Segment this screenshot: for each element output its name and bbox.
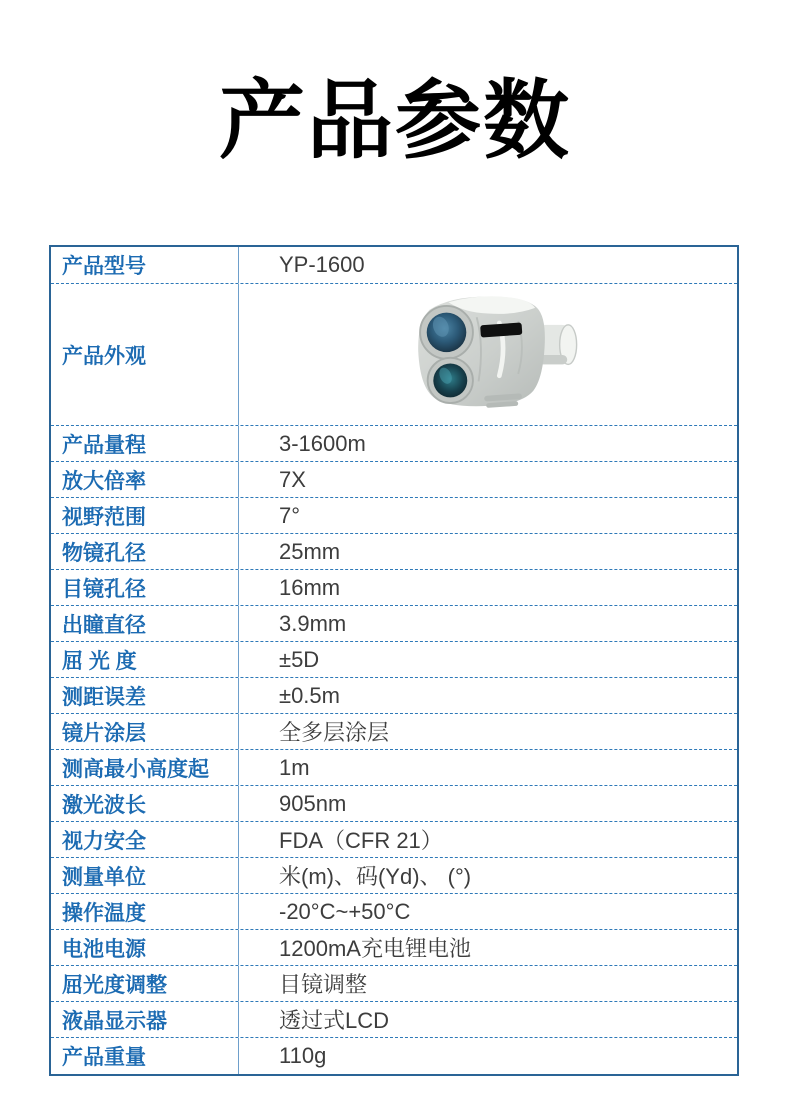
spec-table-body: [51, 247, 737, 1074]
spec-label: 视力安全: [51, 822, 239, 857]
spec-label: 产品量程: [51, 426, 239, 461]
spec-table: [49, 245, 739, 1076]
spec-label: 产品外观: [51, 284, 239, 425]
spec-value: ±5D: [279, 646, 320, 672]
spec-value: 全多层涂层: [279, 720, 390, 745]
spec-label: 产品重量: [51, 1038, 239, 1074]
table-row: [51, 894, 737, 930]
spec-value: 7°: [279, 502, 301, 528]
spec-value: YP-1600: [279, 252, 365, 277]
table-row: [51, 462, 737, 498]
spec-value: 1m: [279, 754, 310, 780]
spec-value: FDA（CFR 21）: [279, 828, 443, 853]
table-row: [51, 642, 737, 678]
table-row: [51, 247, 737, 284]
rangefinder-illustration: [393, 289, 583, 421]
spec-value: -20°C~+50°C: [279, 898, 411, 924]
spec-label: 测量单位: [51, 858, 239, 893]
spec-label: 出瞳直径: [51, 606, 239, 641]
table-row: [51, 786, 737, 822]
table-row: [51, 858, 737, 894]
spec-value: 16mm: [279, 574, 341, 600]
table-row: [51, 678, 737, 714]
spec-value: 3-1600m: [279, 430, 366, 456]
spec-value: 目镜调整: [279, 972, 368, 997]
spec-label: 操作温度: [51, 894, 239, 929]
table-row: [51, 1038, 737, 1074]
table-row: [51, 534, 737, 570]
laser-lens: [428, 357, 473, 402]
spec-value: ±0.5m: [279, 682, 340, 708]
spec-label: 产品型号: [51, 247, 239, 283]
spec-value: 3.9mm: [279, 610, 347, 636]
spec-value: 1200mA充电锂电池: [279, 936, 471, 961]
spec-value: 110g: [279, 1043, 327, 1068]
spec-label: 激光波长: [51, 786, 239, 821]
table-row: [51, 714, 737, 750]
table-row: [51, 284, 737, 426]
spec-label: 液晶显示器: [51, 1002, 239, 1037]
table-row: [51, 822, 737, 858]
table-row: [51, 1002, 737, 1038]
spec-label: 视野范围: [51, 498, 239, 533]
spec-label: 物镜孔径: [51, 534, 239, 569]
table-row: [51, 966, 737, 1002]
spec-value: 米(m)、码(Yd)、 (°): [279, 864, 472, 889]
table-row: [51, 930, 737, 966]
spec-value: [239, 284, 737, 425]
product-photo: [393, 289, 583, 421]
spec-label: 放大倍率: [51, 462, 239, 497]
spec-label: 测距误差: [51, 678, 239, 713]
spec-label: 镜片涂层: [51, 714, 239, 749]
spec-label: 屈光度调整: [51, 966, 239, 1001]
table-row: [51, 750, 737, 786]
page-title: 产品参数: [219, 70, 571, 171]
objective-lens: [420, 305, 473, 358]
spec-label: 测高最小高度起: [51, 750, 239, 785]
spec-label: 电池电源: [51, 930, 239, 965]
table-row: [51, 426, 737, 462]
spec-label: 目镜孔径: [51, 570, 239, 605]
spec-value: 7X: [279, 466, 306, 492]
table-row: [51, 570, 737, 606]
spec-value: 透过式LCD: [279, 1008, 390, 1033]
table-row: [51, 606, 737, 642]
spec-value: 905nm: [279, 790, 347, 816]
table-row: [51, 498, 737, 534]
spec-value: 25mm: [279, 538, 341, 564]
spec-label: 屈 光 度: [51, 642, 239, 677]
